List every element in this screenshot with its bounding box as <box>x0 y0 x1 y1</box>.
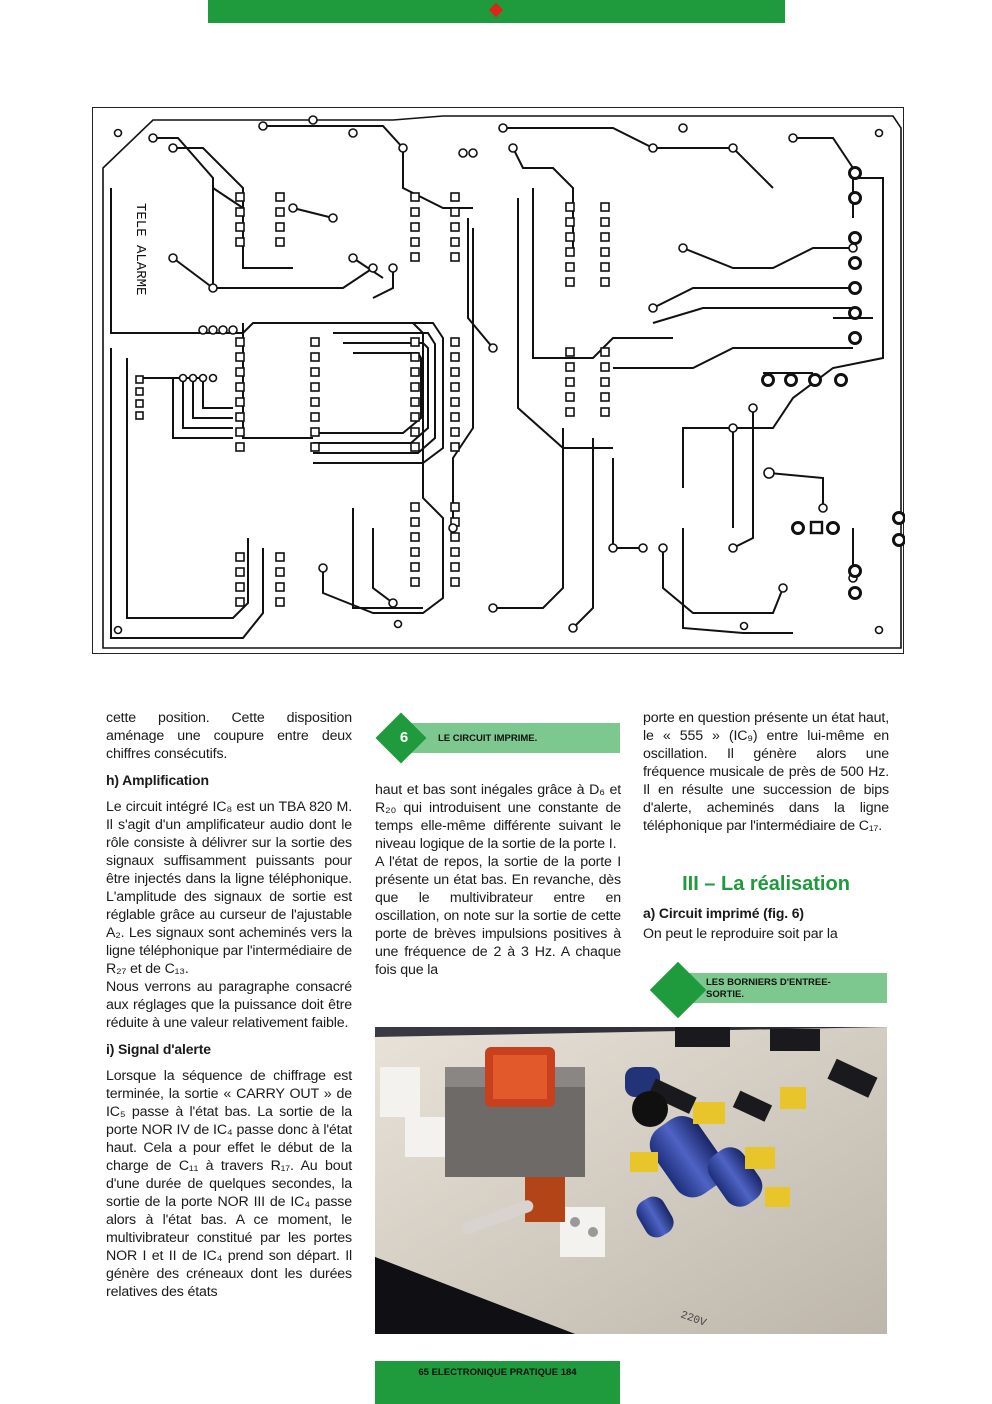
paragraph: Lorsque la séquence de chiffrage est terminée, la sortie « CARRY OUT » de IC₅ passe à l'état bas. La sortie de la porte NOR IV de IC₄ passe donc à l'état haut. Cela a pour effet le début de la charge de C₁₁ à travers R₁₇. Au bout d'une durée de quelques secondes, la sortie de la porte NOR III de IC₄ passe alors à l'état bas. A ce moment, le multivibrateur constitué par les portes NOR I et II de IC₄ prend son départ. Il génère des créneaux dont les durées relatives des états <box>106 1068 352 1300</box>
photo-caption <box>684 973 887 1003</box>
heading-amplification: h) Amplification <box>106 772 209 788</box>
paragraph: Le circuit intégré IC₈ est un TBA 820 M. Il s'agit d'un amplificateur audio dont le rôle consiste à délivrer sur la sortie des signaux suffisamment puissants pour être injectés dans la ligne téléphonique. L'amplitude des signaux de sortie est réglable grâce au curseur de l'ajustable A₂. Les signaux sont acheminés vers la ligne téléphonique par l'intermédiaire de R₂₇ et de C₁₃. <box>106 799 352 977</box>
caption-text: LES BORNIERS D'ENTREE-SORTIE. <box>706 977 831 1000</box>
figure-6-caption <box>399 723 620 753</box>
paragraph: Nous verrons au paragraphe consacré aux réglages que la puissance doit être réduite à une valeur relativement faible. <box>106 979 352 1031</box>
board-photo <box>375 1027 887 1334</box>
text-column-1 <box>106 709 352 1301</box>
text-column-3-continued <box>643 904 889 943</box>
footer-text: 65 ELECTRONIQUE PRATIQUE 184 <box>418 1367 577 1378</box>
red-diamond-marker <box>489 3 503 17</box>
caption-diamond-icon <box>650 962 707 1019</box>
text-column-3 <box>643 709 889 835</box>
heading-circuit-imprime: a) Circuit imprimé (fig. 6) <box>643 905 804 921</box>
pcb-label: TELE ALARME <box>132 203 148 296</box>
paragraph: porte en question présente un état haut, le « 555 » (IC₉) entre lui-même en oscillation. Il génère alors une fréquence musicale de près de 500 Hz. Il en résulte une succession de bips d'alerte, acheminés dans la ligne téléphonique par l'intermédiaire de C₁₇. <box>643 710 889 834</box>
page-footer <box>375 1361 620 1404</box>
pcb-layout-figure <box>92 107 904 654</box>
top-banner <box>208 0 785 23</box>
caption-text: LE CIRCUIT IMPRIME. <box>438 733 538 744</box>
heading-signal-alerte: i) Signal d'alerte <box>106 1041 211 1057</box>
board-marking: 220V <box>678 1309 708 1330</box>
figure-number: 6 <box>399 729 409 746</box>
paragraph: A l'état de repos, la sortie de la porte I présente un état bas. En revanche, dès que le multivibrateur entre en oscillation, on note sur la sortie de cette porte de brèves impulsions positives à une fréquence de 2 à 3 Hz. A chaque fois que la <box>375 854 621 978</box>
text-column-2 <box>375 781 621 979</box>
paragraph: haut et bas sont inégales grâce à D₆ et R₂₀ qui introduisent une constante de temps elle-même différente suivant le niveau logique de la sortie de la porte I. <box>375 782 621 852</box>
paragraph: On peut le reproduire soit par la <box>643 926 838 942</box>
paragraph: cette position. Cette disposition aménage une coupure entre deux chiffres consécutifs. <box>106 710 352 762</box>
section-title: III – La réalisation <box>682 873 850 895</box>
